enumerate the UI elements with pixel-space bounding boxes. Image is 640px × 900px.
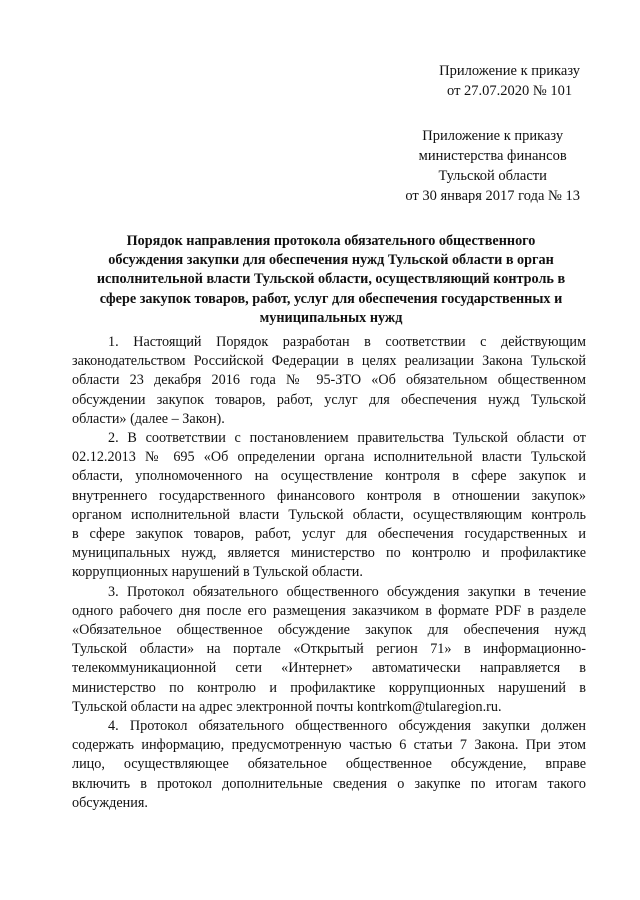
approval-note-line: от 30 января 2017 года № 13 bbox=[405, 188, 580, 204]
paragraph-line: 3. Протокол обязательного общественного обсуждения закупки в течение bbox=[108, 583, 586, 600]
paragraph-line: области 23 декабря 2016 года № 95-ЗТО «Об обязательном общественном bbox=[72, 372, 586, 389]
paragraph-line: обсуждения. bbox=[72, 794, 148, 811]
paragraph-line: 4. Протокол обязательного общественного обсуждения закупки должен bbox=[108, 718, 586, 735]
paragraph-line: телекоммуникационной сети «Интернет» автоматически направляется в bbox=[72, 660, 586, 677]
approval-note-line: министерства финансов bbox=[418, 148, 567, 164]
paragraph-4 bbox=[72, 717, 586, 813]
paragraph-line: 1. Настоящий Порядок разработан в соответствии с действующим bbox=[108, 334, 586, 350]
paragraph-line: министерство по контролю и профилактике коррупционных нарушений в bbox=[72, 679, 586, 696]
paragraph-2 bbox=[72, 429, 586, 583]
document-title bbox=[92, 232, 570, 328]
paragraph-line: содержать информацию, предусмотренную частью 6 статьи 7 Закона. При этом bbox=[72, 737, 586, 754]
paragraph-line: Тульской области» на портале «Открытый регион 71» в информационно- bbox=[72, 641, 586, 658]
paragraph-line: муниципальных нужд, является министерство по контролю и профилактике bbox=[72, 545, 586, 562]
approval-note-line: от 27.07.2020 № 101 bbox=[447, 83, 573, 99]
approval-note-line: Приложение к приказу bbox=[439, 63, 580, 79]
paragraph-line: включить в протокол дополнительные сведения о закупке по итогам такого bbox=[72, 775, 586, 792]
paragraph-line: области» (далее – Закон). bbox=[72, 410, 225, 427]
paragraph-1 bbox=[72, 333, 586, 429]
title-line: Порядок направления протокола обязательного общественного bbox=[126, 233, 536, 249]
approval-note-line: Приложение к приказу bbox=[422, 128, 564, 144]
title-line: сфере закупок товаров, работ, услуг для обеспечения государственных и bbox=[99, 290, 563, 307]
paragraph-line: лицо, осуществляющее обязательное общественное обсуждение, вправе bbox=[72, 756, 586, 773]
paragraph-line: области, уполномоченного на осуществление контроля в сфере закупок и bbox=[72, 468, 586, 485]
title-line: исполнительной власти Тульской области, осуществляющий контроль в bbox=[96, 271, 566, 288]
title-line: обсуждения закупки для обеспечения нужд Тульской области в орган bbox=[108, 252, 554, 269]
paragraph-line: одного рабочего дня после его размещения заказчиком в формате PDF в разделе bbox=[72, 602, 586, 619]
paragraph-line: законодательством Российской Федерации в целях реализации Закона Тульской bbox=[72, 353, 586, 370]
paragraph-line: органом исполнительной власти Тульской области, осуществляющим контроль bbox=[72, 506, 586, 523]
document-body bbox=[72, 333, 586, 813]
paragraph-line: в сфере закупок товаров, работ, услуг для обеспечения государственных и bbox=[72, 526, 586, 543]
paragraph-line: 02.12.2013 № 695 «Об определении органа исполнительной власти Тульской bbox=[72, 449, 586, 466]
approval-note-line: Тульской области bbox=[438, 168, 547, 184]
paragraph-line: Тульской области на адрес электронной почты kontrkom@tularegion.ru. bbox=[72, 698, 502, 715]
approval-note-order-2020 bbox=[439, 61, 580, 101]
approval-note-order-2017 bbox=[405, 126, 580, 206]
paragraph-line: обсуждении закупок товаров, работ, услуг для обеспечения нужд Тульской bbox=[72, 391, 586, 408]
paragraph-line: внутреннего государственного финансового контроля в отношении закупок» bbox=[72, 487, 586, 504]
title-line: муниципальных нужд bbox=[259, 309, 403, 326]
paragraph-line: 2. В соответствии с постановлением правительства Тульской области от bbox=[108, 430, 586, 447]
paragraph-line: коррупционных нарушений в Тульской области. bbox=[72, 564, 363, 581]
paragraph-line: «Обязательное общественное обсуждение закупок для обеспечения нужд bbox=[72, 622, 586, 639]
paragraph-3 bbox=[72, 583, 586, 717]
